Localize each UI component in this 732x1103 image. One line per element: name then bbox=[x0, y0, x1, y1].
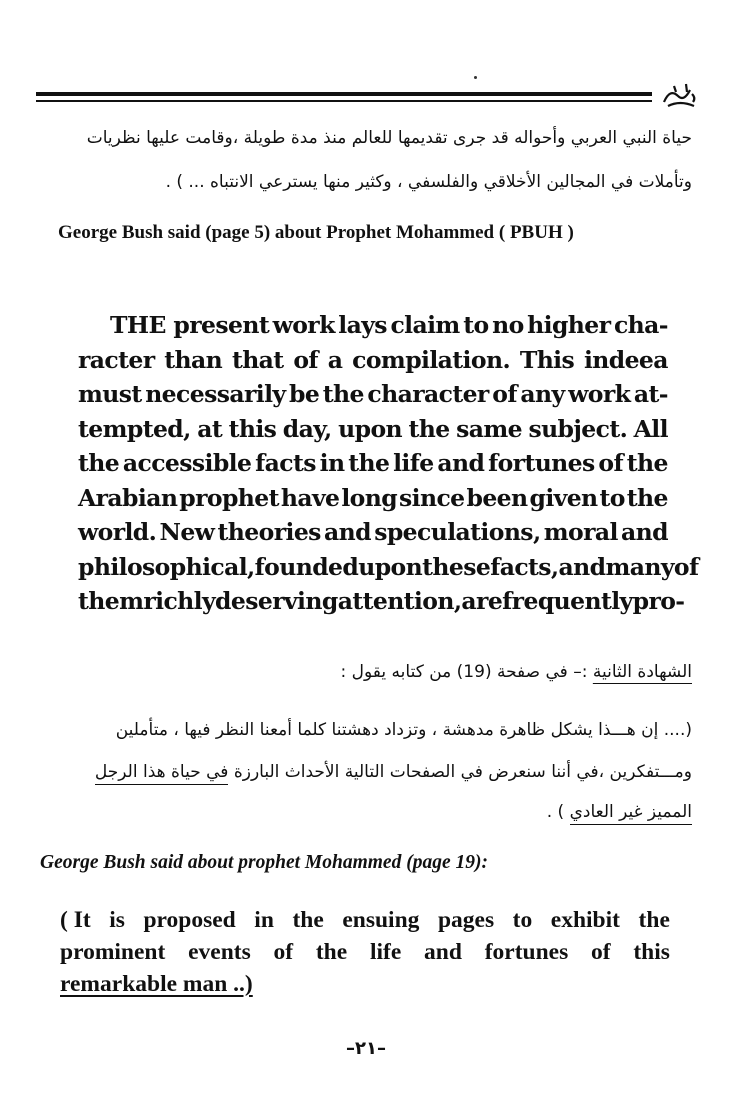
excerpt-word: character bbox=[367, 380, 489, 408]
excerpt-word: many bbox=[605, 552, 674, 581]
excerpt-word: theories bbox=[217, 518, 321, 546]
excerpt-word: been bbox=[466, 483, 528, 512]
quote-word: to bbox=[512, 907, 533, 933]
arabic-quote-line-1: (.... إن هـــذا يشكل ظاهرة مدهشة ، وتزداد دهشتنا كلما أمعنا النظر فيها ، متأملين bbox=[115, 720, 692, 740]
excerpt-word: of bbox=[673, 552, 699, 581]
excerpt-word: a bbox=[327, 345, 343, 374]
excerpt-word: the bbox=[348, 449, 390, 477]
excerpt-word: at bbox=[197, 414, 223, 443]
excerpt-word: and bbox=[437, 449, 485, 477]
second-testimony-rest: :– في صفحة (19) من كتابه يقول : bbox=[340, 662, 593, 682]
excerpt-word: have bbox=[280, 483, 340, 512]
arabic-quote-line-2 bbox=[95, 762, 692, 782]
second-testimony-intro bbox=[341, 662, 692, 682]
excerpt-word: facts, bbox=[490, 552, 559, 581]
quote-word: events bbox=[188, 939, 251, 965]
english-quote-line-1 bbox=[60, 904, 670, 936]
excerpt-word: attention, bbox=[337, 587, 462, 615]
second-testimony-label: الشهادة الثانية bbox=[592, 662, 692, 682]
excerpt-word: and bbox=[324, 518, 371, 546]
quote-word: exhibit bbox=[550, 907, 620, 933]
excerpt-word: This bbox=[519, 345, 575, 374]
quote-word: and bbox=[424, 939, 462, 965]
quote-word: ensuing bbox=[342, 907, 420, 933]
excerpt-word: pro- bbox=[632, 587, 685, 615]
excerpt-word: upon bbox=[358, 552, 423, 581]
salawat-calligraphy-icon bbox=[660, 80, 700, 110]
quote-word: of bbox=[273, 939, 294, 965]
excerpt-word: of bbox=[293, 345, 318, 374]
quote-word: ( It bbox=[60, 907, 91, 933]
excerpt-word: world. bbox=[78, 518, 157, 546]
excerpt-word: and bbox=[621, 518, 668, 546]
excerpt-word: no bbox=[492, 311, 524, 339]
quote-word: life bbox=[369, 939, 402, 965]
excerpt-word: cha- bbox=[613, 311, 668, 339]
excerpt-word: this bbox=[228, 414, 277, 443]
arabic-quote-line-3 bbox=[547, 802, 692, 822]
excerpt-word: tempted, bbox=[78, 414, 191, 443]
excerpt-word: frequently bbox=[502, 587, 633, 615]
excerpt-word: New bbox=[159, 518, 215, 546]
excerpt-word: work bbox=[272, 311, 335, 339]
excerpt-word: to bbox=[463, 311, 489, 339]
arabic-intro-line-1: حياة النبي العربي وأحواله قد جرى تقديمها للعالم منذ مدة طويلة ،وقامت عليها نظريات bbox=[86, 128, 692, 148]
excerpt-word: prophet bbox=[179, 483, 279, 512]
excerpt-word: that bbox=[231, 345, 284, 374]
excerpt-word: the bbox=[408, 414, 450, 443]
excerpt-line bbox=[78, 412, 668, 447]
excerpt-word: founded bbox=[254, 552, 359, 581]
quote-word: fortunes bbox=[484, 939, 569, 965]
arabic-intro-line-2: وتأملات في المجالين الأخلاقي والفلسفي ، وكثير منها يسترعي الانتباه ... ) . bbox=[165, 172, 692, 192]
excerpt-word: higher bbox=[527, 311, 611, 339]
quote-word: of bbox=[591, 939, 611, 965]
excerpt-word: fortunes bbox=[488, 449, 595, 477]
excerpt-word: be bbox=[289, 380, 320, 408]
heading-page-19: George Bush said about prophet Mohammed (page 19): bbox=[40, 852, 488, 873]
header-rule bbox=[36, 92, 652, 102]
excerpt-word: of bbox=[598, 449, 624, 477]
decorative-dot bbox=[474, 76, 477, 79]
excerpt-word: are bbox=[461, 587, 503, 615]
arabic-quote-line-2-underlined: في حياة هذا الرجل bbox=[95, 762, 229, 785]
excerpt-word: than bbox=[164, 345, 223, 374]
excerpt-word: life bbox=[393, 449, 434, 477]
excerpt-word: necessarily bbox=[145, 380, 286, 408]
excerpt-word: lays bbox=[338, 311, 387, 339]
excerpt-word: work bbox=[568, 380, 631, 408]
english-quote-line-2 bbox=[60, 936, 670, 968]
excerpt-word: upon bbox=[338, 414, 403, 443]
excerpt-word: of bbox=[492, 380, 517, 408]
excerpt-word: facts bbox=[255, 449, 316, 477]
excerpt-word: richly bbox=[143, 587, 216, 615]
arabic-quote-line-3-underlined: المميز غير العادي bbox=[570, 802, 692, 825]
excerpt-word: any bbox=[520, 380, 565, 408]
quote-word: the bbox=[292, 907, 324, 933]
excerpt-word: since bbox=[399, 483, 465, 512]
excerpt-word: philosophical, bbox=[78, 552, 255, 581]
excerpt-word: compilation. bbox=[352, 345, 511, 374]
excerpt-word: them bbox=[78, 587, 144, 615]
quote-word: the bbox=[315, 939, 348, 965]
scanned-book-excerpt bbox=[78, 308, 699, 619]
excerpt-word: long bbox=[341, 483, 398, 512]
excerpt-word: THE present bbox=[110, 311, 270, 339]
excerpt-line bbox=[78, 343, 668, 378]
excerpt-word: the bbox=[78, 449, 120, 477]
page-number: –٢١– bbox=[346, 1038, 386, 1059]
arabic-quote-line-2-text: ومـــتفكرين ،في أننا سنعرض في الصفحات التالية الأحداث البارزة bbox=[228, 762, 692, 782]
excerpt-line bbox=[78, 515, 668, 550]
excerpt-word: Arabian bbox=[78, 483, 178, 512]
arabic-quote-line-3-text: ) . bbox=[546, 802, 570, 822]
quote-word: in bbox=[254, 907, 274, 933]
excerpt-word: moral bbox=[543, 518, 618, 546]
heading-page-5: George Bush said (page 5) about Prophet Mohammed ( PBUH ) bbox=[58, 222, 574, 243]
excerpt-word: in bbox=[319, 449, 345, 477]
excerpt-word: day, bbox=[282, 414, 332, 443]
excerpt-word: racter bbox=[78, 345, 155, 374]
excerpt-line bbox=[78, 481, 668, 516]
excerpt-word: given bbox=[529, 483, 598, 512]
quote-word: pages bbox=[437, 907, 495, 933]
excerpt-word: deserving bbox=[215, 587, 338, 615]
excerpt-word: the bbox=[626, 449, 668, 477]
excerpt-word: All bbox=[633, 414, 668, 443]
english-quote-line-3: remarkable man ..) bbox=[60, 971, 253, 997]
quote-word: is bbox=[109, 907, 125, 933]
excerpt-word: speculations, bbox=[374, 518, 541, 546]
quote-word: prominent bbox=[60, 939, 166, 965]
excerpt-line bbox=[78, 584, 685, 619]
excerpt-line bbox=[78, 377, 668, 412]
excerpt-line bbox=[78, 308, 668, 343]
excerpt-word: same bbox=[456, 414, 522, 443]
excerpt-word: these bbox=[422, 552, 491, 581]
english-quote bbox=[60, 904, 670, 1000]
excerpt-word: must bbox=[78, 380, 142, 408]
excerpt-line bbox=[78, 446, 668, 481]
excerpt-word: at- bbox=[633, 380, 668, 408]
excerpt-word: claim bbox=[390, 311, 460, 339]
excerpt-word: to bbox=[599, 483, 625, 512]
excerpt-word: subject. bbox=[528, 414, 628, 443]
quote-word: this bbox=[633, 939, 670, 965]
excerpt-word: the bbox=[626, 483, 668, 512]
quote-word: proposed bbox=[143, 907, 236, 933]
excerpt-line bbox=[78, 550, 699, 585]
excerpt-word: accessible bbox=[122, 449, 252, 477]
excerpt-word: indeea bbox=[583, 345, 668, 374]
excerpt-word: and bbox=[558, 552, 606, 581]
quote-word: the bbox=[638, 907, 670, 933]
excerpt-word: the bbox=[322, 380, 364, 408]
